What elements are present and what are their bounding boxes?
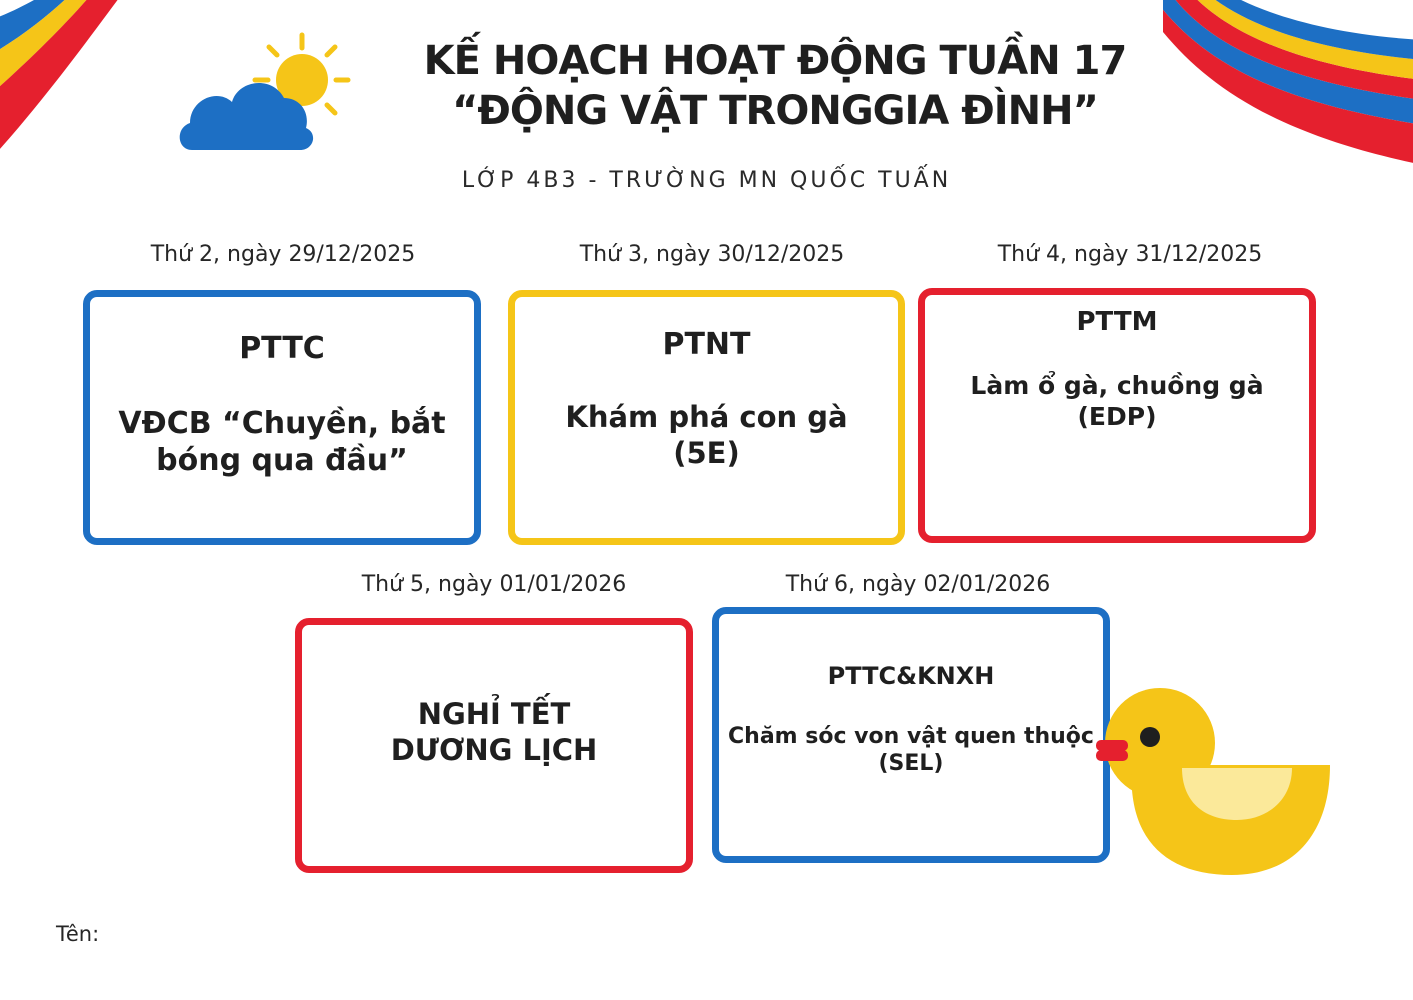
day-card-heading: PTTC&KNXH [827,662,995,690]
day-card-thursday [295,618,693,873]
day-card-activity-line1: Chăm sóc von vật quen thuộc [728,724,1094,749]
day-card-heading: PTTM [1076,307,1158,337]
day-card-monday [83,290,481,545]
day-card-activity-line2: bóng qua đầu” [156,443,408,478]
day-label-wednesday: Thứ 4, ngày 31/12/2025 [997,242,1263,267]
ribbon-top-right [1163,0,1413,170]
day-card-activity-line2: (SEL) [878,751,944,776]
page-title-line2: “ĐỘNG VẬT TRONGGIA ĐÌNH” [452,88,1098,134]
page-title-line1: KẾ HOẠCH HOẠT ĐỘNG TUẦN 17 [423,38,1127,84]
ribbon-top-left [0,0,140,170]
day-card-friday [712,607,1110,863]
duck-icon [1092,685,1337,880]
day-card-wednesday [918,288,1316,543]
day-card-activity-line2: DƯƠNG LỊCH [390,733,598,767]
day-card-heading: PTNT [662,327,751,362]
day-card-activity-line2: (EDP) [1077,402,1157,431]
day-card-activity-line1: VĐCB “Chuyền, bắt [118,406,446,441]
day-card-heading: PTTC [239,331,325,366]
name-label: Tên: [56,922,100,946]
page-subtitle: LỚP 4B3 - TRƯỜNG MN QUỐC TUẤN [461,168,952,193]
day-card-activity-line1: Làm ổ gà, chuồng gà [970,371,1264,400]
day-card-activity-line1: NGHỈ TẾT [417,697,571,731]
day-label-thursday: Thứ 5, ngày 01/01/2026 [361,572,627,597]
day-card-activity-line2: (5E) [673,436,740,470]
day-label-friday: Thứ 6, ngày 02/01/2026 [785,572,1051,597]
day-card-tuesday [508,290,905,545]
day-card-activity-line1: Khám phá con gà [565,400,848,434]
day-label-tuesday: Thứ 3, ngày 30/12/2025 [579,242,845,267]
day-label-monday: Thứ 2, ngày 29/12/2025 [150,242,416,267]
